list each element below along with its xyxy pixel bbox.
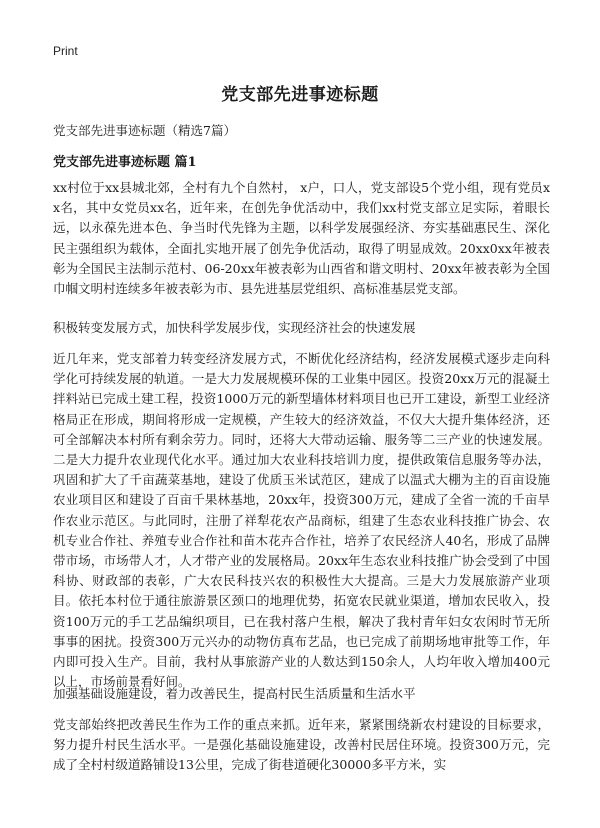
print-label: Print [53, 44, 78, 58]
paragraph-2: 近几年来，党支部着力转变经济发展方式，不断优化经济结构，经济发展模式逐步走向科学化可持续发展的轨道。一是大力发展规模环保的工业集中园区。投资20xx万元的混凝土拌料站已完成土建工程，投资1000万元的新型墙体材料项目也已开工建设，新型工业经济格局正在形成，期间将形成一定规模，产生较大的经济效益，不仅大大提升集体经济，还可全部解决本村所有剩余劳力。同时，还将大大带动运输、服务等二三产业的快速发展。二是大力提升农业现代化水平。通过加大农业科技培训力度，提供政策信息服务等办法，巩固和扩大了千亩蔬菜基地，建设了优质玉米试范区，建成了以温式大棚为主的百亩设施农业项目区和建设了百亩千果林基地，20xx年，投资300万元，建成了全省一流的千亩旱作农业示范区。与此同时，注册了祥犁花农产品商标，组建了生态农业科技推广协会、农机专业合作社、养殖专业合作社和苗木花卉合作社，培养了农民经济人40名，形成了品牌带市场，市场带人才，人才带产业的发展格局。20xx年生态农业科技推广协会受到了中国科协、财政部的表彰，广大农民科技兴农的积极性大大提高。三是大力发展旅游产业项目。依托本村位于通往旅游景区颈口的地理优势，拓宽农民就业渠道，增加农民收入，投资100万元的手工艺品编织项目，已在我村落户生根，解决了我村青年妇女农闲时节无所事事的困扰。投资300万元兴办的动物仿真布艺品，也已完成了前期场地审批等工作，年内即可投入生产。目前，我村从事旅游产业的人数达到150余人，人均年收入增加400元以上，市场前景看好间。 [53, 351, 550, 690]
document-subtitle: 党支部先进事迹标题（精选7篇） [53, 123, 236, 138]
section-heading: 党支部先进事迹标题 篇1 [53, 155, 197, 170]
heading-economic-development: 积极转变发展方式，加快科学发展步伐，实现经济社会的快速发展 [53, 320, 416, 335]
paragraph-3: 党支部始终把改善民生作为工作的重点来抓。近年来，紧紧围绕新农村建设的目标要求，努力提升村民生活水平。一是强化基础设施建设，改善村民居住环境。投资300万元，完成了全村村级道路铺设13公里，完成了街巷道硬化30000多平方米，实 [53, 717, 550, 773]
document-title: 党支部先进事迹标题 [221, 85, 379, 105]
heading-infrastructure: 加强基础设施建设，着力改善民生，提高村民生活质量和生活水平 [53, 686, 416, 701]
paragraph-1: xx村位于xx县城北郊，全村有九个自然村， x户，口人，党支部设5个党小组，现有党员xx名，其中女党员xx名，近年来，在创先争优活动中，我们xx村党支部立足实际，着眼长远，以永葆先进本色、争当时代先锋为主题，以科学发展强经济、夯实基础惠民生、深化民主强组织为载体，全面扎实地开展了创先争优活动，取得了明显成效。20xx0xx年被表彰为全国民主法制示范村、06-20xx年被表彰为山西省和谐文明村、20xx年被表彰为全国巾帼文明村连续多年被表彰为市、县先进基层党组织、高标准基层党支部。 [53, 180, 550, 297]
